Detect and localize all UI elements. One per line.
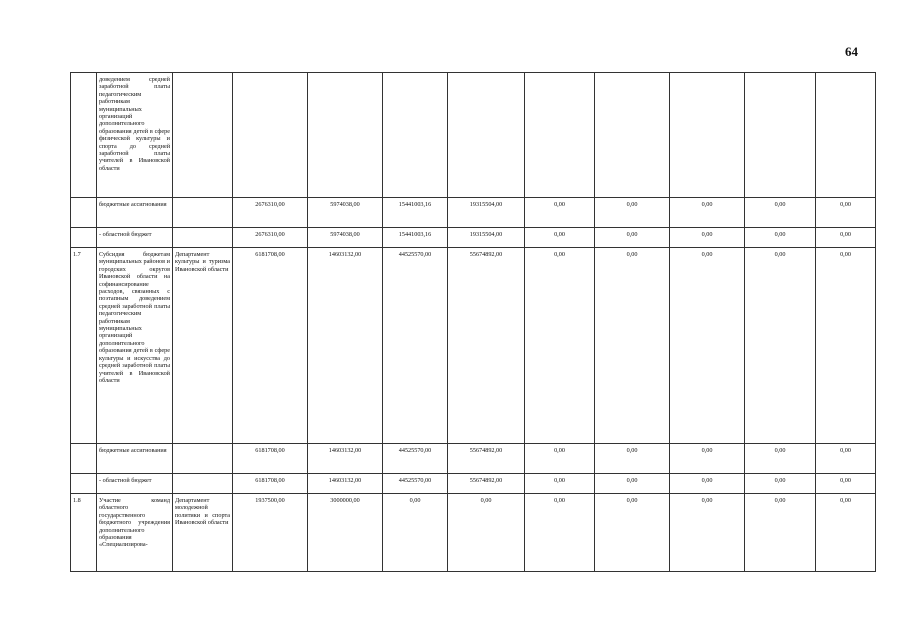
row-executor: [173, 228, 233, 248]
value-cell: 0,00: [745, 494, 816, 572]
value-cell: 55674892,00: [448, 248, 525, 444]
value-cell: 0,00: [745, 198, 816, 228]
value-cell: 0,00: [525, 474, 595, 494]
value-cell: 0,00: [595, 444, 670, 474]
value-cell: 2676310,00: [233, 228, 308, 248]
value-cell: 0,00: [745, 228, 816, 248]
value-cell: 2676310,00: [233, 198, 308, 228]
value-cell: 6181708,00: [233, 474, 308, 494]
value-cell: 0,00: [525, 444, 595, 474]
page-number: 64: [845, 44, 858, 59]
value-cell: 0,00: [816, 248, 876, 444]
table-row: [71, 248, 876, 444]
value-cell: 14603132,00: [308, 474, 383, 494]
value-cell: 19315504,00: [448, 228, 525, 248]
value-cell: 3000000,00: [308, 494, 383, 572]
value-cell: [595, 73, 670, 198]
table-row: [71, 228, 876, 248]
row-executor: [173, 198, 233, 228]
row-index: [71, 444, 97, 474]
row-index: 1.7: [71, 248, 97, 444]
value-cell: 0,00: [670, 444, 745, 474]
row-name: бюджетные ассигнования: [97, 444, 173, 474]
row-name: - областной бюджет: [97, 228, 173, 248]
table-row: [71, 494, 876, 572]
row-executor: [173, 474, 233, 494]
value-cell: 15441003,16: [383, 228, 448, 248]
value-cell: 0,00: [595, 228, 670, 248]
value-cell: 14603132,00: [308, 444, 383, 474]
value-cell: 1937500,00: [233, 494, 308, 572]
value-cell: 0,00: [745, 474, 816, 494]
value-cell: [308, 73, 383, 198]
value-cell: 15441003,16: [383, 198, 448, 228]
row-executor: Департамент культуры и туризма Ивановской области: [173, 248, 233, 444]
value-cell: 6181708,00: [233, 248, 308, 444]
row-index: [71, 198, 97, 228]
value-cell: 0,00: [745, 444, 816, 474]
value-cell: [233, 73, 308, 198]
value-cell: 0,00: [670, 228, 745, 248]
value-cell: 0,00: [670, 474, 745, 494]
value-cell: 44525570,00: [383, 248, 448, 444]
value-cell: 5974038,00: [308, 198, 383, 228]
value-cell: 0,00: [525, 228, 595, 248]
value-cell: 0,00: [670, 248, 745, 444]
value-cell: [745, 73, 816, 198]
value-cell: 0,00: [525, 248, 595, 444]
row-executor: [173, 444, 233, 474]
row-name: - областной бюджет: [97, 474, 173, 494]
value-cell: [383, 73, 448, 198]
value-cell: 0,00: [816, 444, 876, 474]
table-row: [71, 198, 876, 228]
value-cell: 0,00: [525, 494, 595, 572]
value-cell: 0,00: [525, 198, 595, 228]
row-name: доведением средней заработной платы педагогическим работникам муниципальных организаций дополнительного образования детей в сфере физической культуры и спорта до средней заработной платы учителей в Ивановской области: [97, 73, 173, 198]
value-cell: 5974038,00: [308, 228, 383, 248]
value-cell: [525, 73, 595, 198]
row-name: Участие команд областного государственного бюджетного учреждения дополнительного образования «Специализирова-: [97, 494, 173, 572]
value-cell: 0,00: [595, 474, 670, 494]
value-cell: 0,00: [383, 494, 448, 572]
row-index: 1.8: [71, 494, 97, 572]
value-cell: 0,00: [745, 248, 816, 444]
value-cell: [448, 73, 525, 198]
row-index: [71, 228, 97, 248]
value-cell: 55674892,00: [448, 474, 525, 494]
row-executor: [173, 73, 233, 198]
value-cell: [670, 73, 745, 198]
value-cell: 0,00: [448, 494, 525, 572]
value-cell: 0,00: [816, 494, 876, 572]
value-cell: 0,00: [595, 494, 670, 572]
value-cell: 19315504,00: [448, 198, 525, 228]
value-cell: 0,00: [816, 228, 876, 248]
value-cell: 0,00: [595, 198, 670, 228]
row-name: Субсидия бюджетам муниципальных районов и городских округов Ивановской области на софинансирование расходов, связанных с поэтапным доведением средней заработной платы педагогическим работникам муниципальных организаций дополнительного образования детей в сфере культуры и искусства до средней заработной платы учителей в Ивановской области: [97, 248, 173, 444]
value-cell: 0,00: [816, 474, 876, 494]
value-cell: 14603132,00: [308, 248, 383, 444]
value-cell: 55674892,00: [448, 444, 525, 474]
table-row: [71, 73, 876, 198]
table-row: [71, 444, 876, 474]
value-cell: 0,00: [816, 198, 876, 228]
value-cell: 6181708,00: [233, 444, 308, 474]
row-executor: Департамент молодежной политики и спорта Ивановской области: [173, 494, 233, 572]
row-index: [71, 474, 97, 494]
value-cell: 0,00: [670, 198, 745, 228]
value-cell: [816, 73, 876, 198]
value-cell: 0,00: [670, 494, 745, 572]
budget-table: [70, 72, 876, 572]
value-cell: 44525570,00: [383, 474, 448, 494]
value-cell: 0,00: [595, 248, 670, 444]
value-cell: 44525570,00: [383, 444, 448, 474]
row-index: [71, 73, 97, 198]
table-row: [71, 474, 876, 494]
row-name: бюджетные ассигнования: [97, 198, 173, 228]
